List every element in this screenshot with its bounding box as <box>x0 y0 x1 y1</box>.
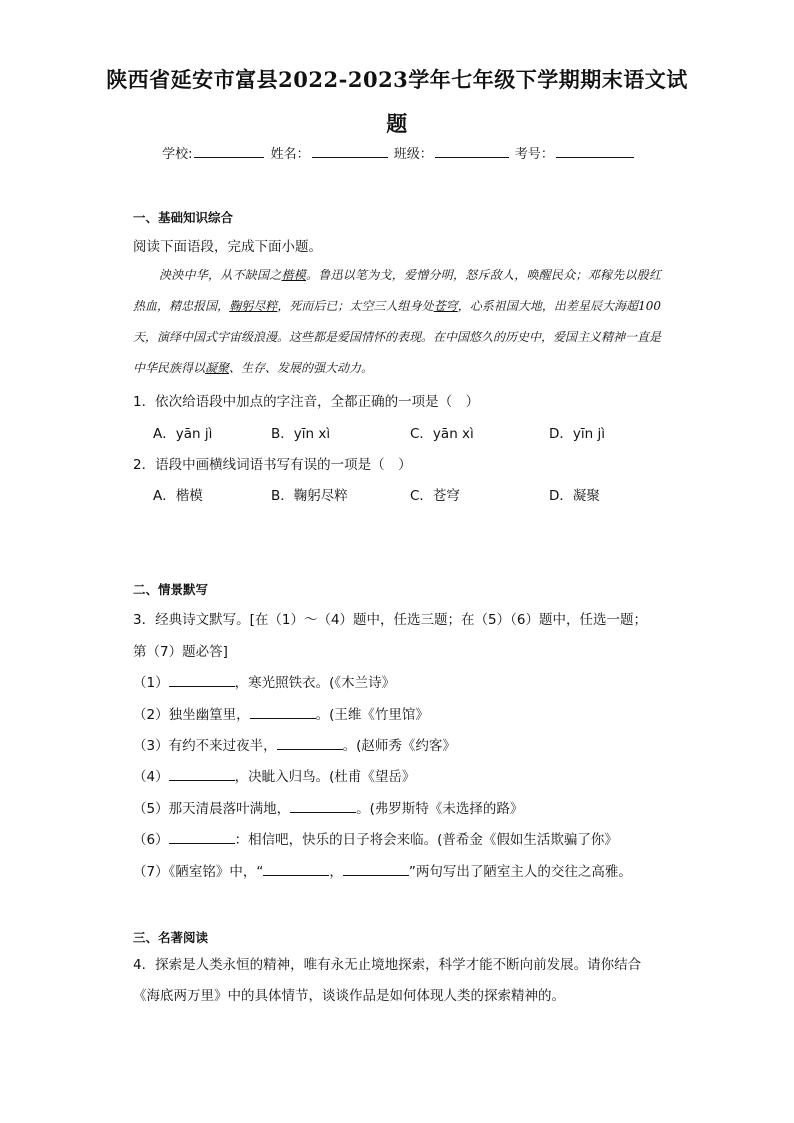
reading-passage <box>133 260 661 384</box>
question-2: 2．语段中画横线词语书写有误的一项是（ ） <box>133 457 412 473</box>
school-label: 学校: <box>162 147 193 162</box>
q3-item-3-post: 。(赵师秀《约客》 <box>342 738 456 754</box>
q3-item-5 <box>133 797 523 817</box>
q3-item-4-pre: （4） <box>133 769 169 785</box>
q3-item-5-blank[interactable] <box>290 799 356 813</box>
q3-item-2-pre: （2）独坐幽篁里， <box>133 707 250 723</box>
underlined-word-ningju: 凝聚 <box>205 361 230 375</box>
q3-item-7-blank-2[interactable] <box>343 862 409 876</box>
section2-heading: 二、情景默写 <box>133 582 209 597</box>
q3-item-2 <box>133 703 429 723</box>
q2-option-a[interactable]: A．楷模 <box>153 488 203 504</box>
underlined-word-cangqiong: 苍穹 <box>433 299 458 313</box>
question-4-line1: 4．探索是人类永恒的精神，唯有永无止境地探索，科学才能不断向前发展。请你结合 <box>133 957 642 973</box>
passage-part5: 、生存、发展的强大动力。 <box>229 361 374 375</box>
q3-item-7-post: ”两句写出了陋室主人的交往之高雅。 <box>408 864 632 880</box>
q3-item-1-blank[interactable] <box>169 673 235 687</box>
q1-option-d[interactable]: D．yīn jì <box>549 426 605 442</box>
question-1: 1．依次给语段中加点的字注音，全都正确的一项是（ ） <box>133 394 480 410</box>
passage-part3: ，死而后已；太空三人组身处 <box>277 299 434 313</box>
q3-item-1-post: ，寒光照铁衣。(《木兰诗》 <box>234 675 396 691</box>
question-4-line2: 《海底两万里》中的具体情节，谈谈作品是如何体现人类的探索精神的。 <box>133 988 565 1004</box>
q3-item-3-blank[interactable] <box>277 736 343 750</box>
exam-title-line2: 题 <box>386 111 408 136</box>
name-blank[interactable] <box>312 145 388 158</box>
q3-item-3 <box>133 734 456 754</box>
underlined-word-jugong: 鞠躬尽粹 <box>229 299 278 313</box>
q3-item-6-pre: （6） <box>133 832 169 848</box>
q3-item-6-blank[interactable] <box>169 830 235 844</box>
q3-item-4-post: ，决眦入归鸟。(杜甫《望岳》 <box>234 769 416 785</box>
q3-item-5-post: 。(弗罗斯特《未选择的路》 <box>356 801 524 817</box>
q3-item-7-mid: ， <box>329 864 343 880</box>
q3-item-2-blank[interactable] <box>250 705 316 719</box>
q3-item-4 <box>133 765 415 785</box>
underlined-word-kaimo: 楷模 <box>281 268 306 282</box>
number-blank[interactable] <box>556 145 634 158</box>
q3-item-7-pre: （7）《陋室铭》中，“ <box>133 864 264 880</box>
question-3-line2: 第（7）题必答] <box>133 644 228 660</box>
number-label: 考号： <box>514 147 554 162</box>
q3-item-7-blank-1[interactable] <box>263 862 329 876</box>
section1-intro: 阅读下面语段，完成下面小题。 <box>133 239 322 255</box>
school-blank[interactable] <box>194 145 264 158</box>
passage-part4: ，心系祖国大地，出差星辰大海超100天，演绎中国式宇宙级浪漫。这些都是爱国情怀的表现。在中国悠久的历史中，爱国主义精神一直是中华民族得以 <box>133 299 662 375</box>
q3-item-1 <box>133 671 395 691</box>
name-label: 姓名： <box>270 147 310 162</box>
question-3-line1: 3．经典诗文默写。[在（1）～（4）题中，任选三题；在（5）（6）题中，任选一题； <box>133 612 647 628</box>
exam-title-line1: 陕西省延安市富县2022-2023学年七年级下学期期末语文试 <box>106 67 688 92</box>
q2-option-d[interactable]: D．凝聚 <box>549 488 600 504</box>
q1-option-c[interactable]: C．yān xì <box>410 426 474 442</box>
q1-option-a[interactable]: A．yān jì <box>153 426 213 442</box>
q3-item-5-pre: （5）那天清晨落叶满地， <box>133 801 291 817</box>
q2-option-c[interactable]: C．苍穹 <box>410 488 460 504</box>
q3-item-7 <box>133 860 632 880</box>
q3-item-2-post: 。(王维《竹里馆》 <box>315 707 429 723</box>
student-info-row <box>0 143 794 162</box>
section1-heading: 一、基础知识综合 <box>133 210 234 225</box>
q3-item-6-post: ：相信吧，快乐的日子将会来临。(普希金《假如生活欺骗了你》 <box>234 832 618 848</box>
q2-option-b[interactable]: B．鞠躬尽粹 <box>271 488 348 504</box>
passage-part2: 。鲁迅以笔为戈，爱憎分明，怒斥敌人，唤醒民众；邓稼先以殷红热血，精忠报国， <box>133 268 661 313</box>
q3-item-3-pre: （3）有约不来过夜半， <box>133 738 277 754</box>
class-label: 班级： <box>393 147 433 162</box>
section3-heading: 三、名著阅读 <box>133 930 209 945</box>
q3-item-4-blank[interactable] <box>169 767 235 781</box>
q1-option-b[interactable]: B．yīn xì <box>271 426 331 442</box>
passage-part1: 泱泱中华，从不缺国之 <box>159 268 282 282</box>
q3-item-1-pre: （1） <box>133 675 169 691</box>
q3-item-6 <box>133 828 618 848</box>
class-blank[interactable] <box>435 145 509 158</box>
